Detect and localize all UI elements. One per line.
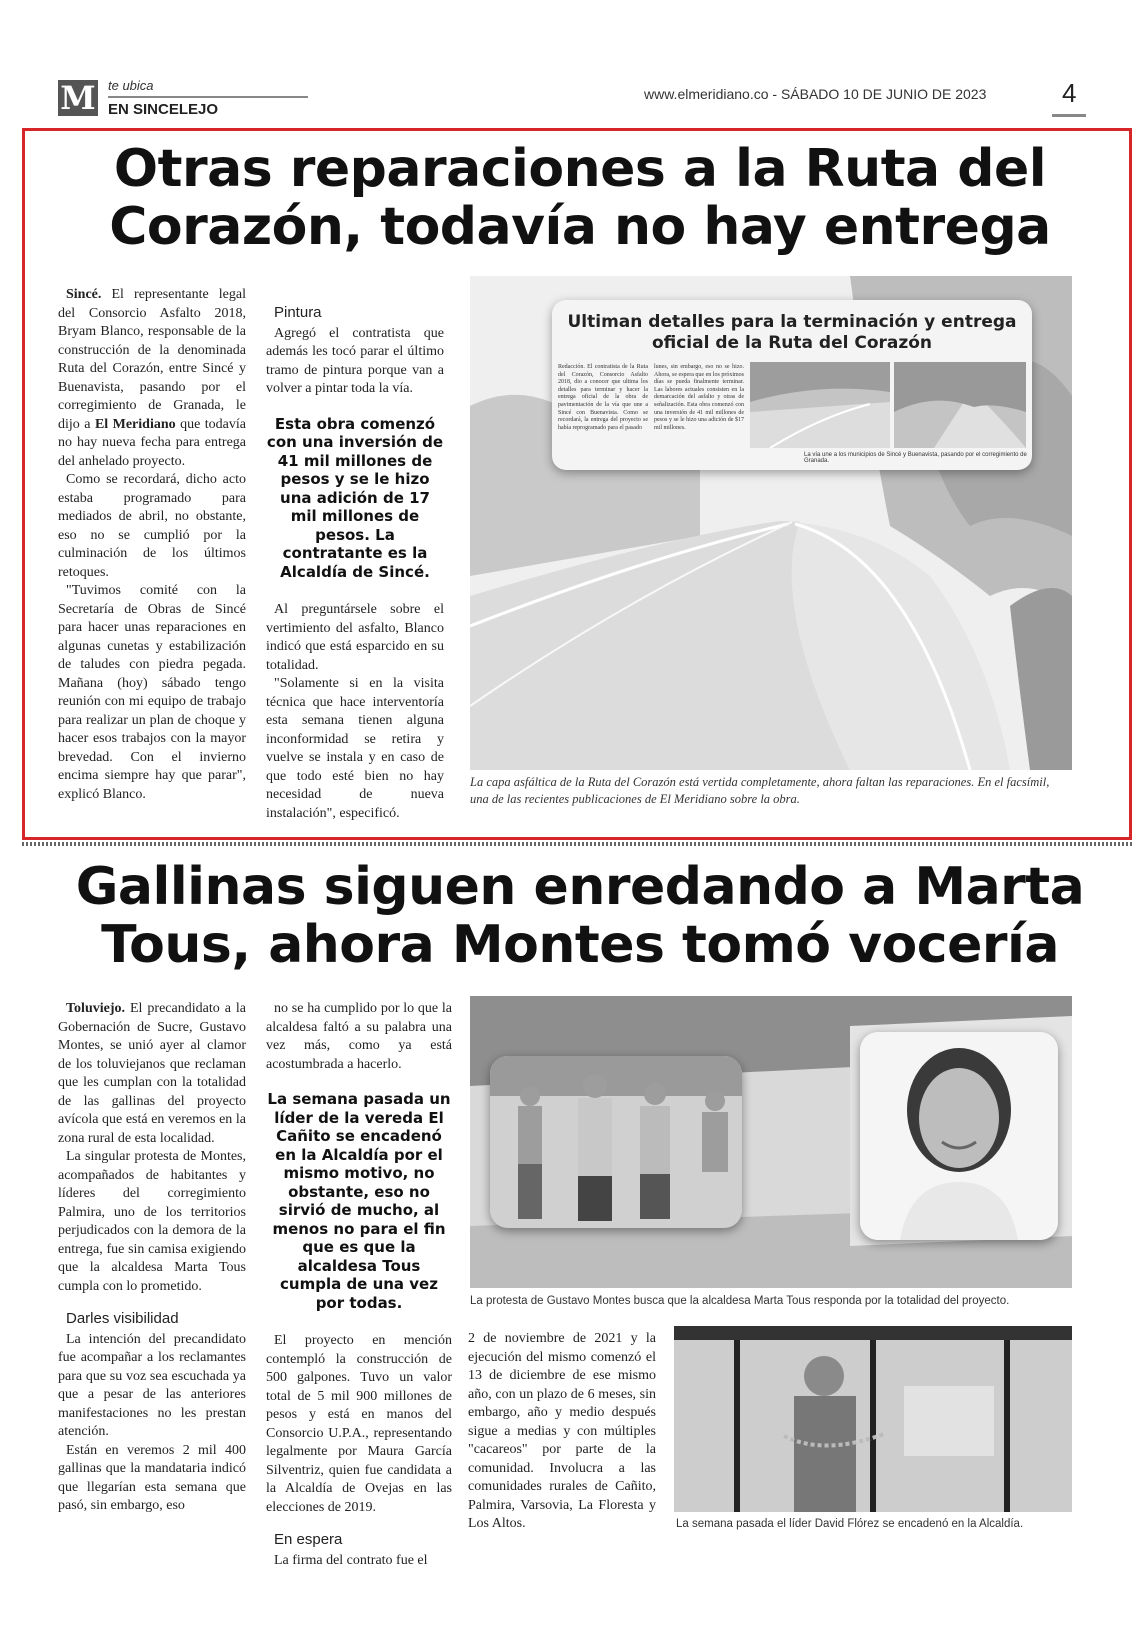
dateline: www.elmeridiano.co - SÁBADO 10 DE JUNIO DE 2023 — [644, 86, 987, 102]
chained-leader-illustration — [674, 1326, 1072, 1512]
facsimile-column: Redacción. El contratista de la Ruta del Corazón, Consorcio Asfalto 2018, dio a conocer que ultima los detalles para terminar y hacer la entrega oficial de la obra de pavimentación de la vía que une a Sincé con Buenavista. Como se recordará, la entrega del proyecto se había reprogramado para el pasado — [558, 364, 648, 431]
facsimile-photo — [894, 362, 1026, 448]
article2-paragraph: Están en veremos 2 mil 400 gallinas que la mandataria indicó que llegarían esta semana que pasó, sin embargo, eso — [58, 1442, 246, 1513]
chained-leader-photo — [674, 1326, 1072, 1512]
article1-headline: Otras reparaciones a la Ruta del Corazón, todavía no hay entrega — [109, 139, 1051, 258]
article1-subhead: Pintura — [274, 304, 322, 321]
facsimile-caption: La vía une a los municipios de Sincé y Buenavista, pasando por el corregimiento de Granada. — [804, 452, 1027, 464]
chained-leader-caption: La semana pasada el líder David Flórez se encadenó en la Alcaldía. — [676, 1518, 1024, 1530]
article2-paragraph: no se ha cumplido por lo que la alcaldesa faltó a su palabra una vez más, como ya está acostumbrada a hacerlo. — [266, 1001, 452, 1072]
header-rule — [108, 96, 308, 98]
article-divider — [22, 842, 1132, 846]
protest-photo — [470, 996, 1072, 1288]
article2-pullquote: La semana pasada un líder de la vereda El Cañito se encadenó en la Alcaldía por el mismo motivo, no obstante, eso no sirvió de mucho, al menos no para el fin que es que la alcaldesa Tous cumpla de una vez por todas. — [267, 1090, 451, 1312]
protest-photo-caption: La protesta de Gustavo Montes busca que la alcaldesa Marta Tous responda por la totalidad del proyecto. — [470, 1295, 1010, 1307]
header-tagline: te ubica — [108, 78, 154, 93]
protesters-illustration — [490, 1056, 742, 1228]
article1-column-2 — [266, 304, 444, 823]
portrait-illustration — [860, 1032, 1058, 1240]
facsimile-photo-illustration — [750, 362, 890, 448]
article1-pullquote: Esta obra comenzó con una inversión de 41 mil millones de pesos y se le hizo una adición de 17 mil millones de pesos. La contratante es la Alcaldía de Sincé. — [266, 414, 444, 581]
article2-column-2 — [266, 1000, 452, 1570]
facsimile-title: Ultiman detalles para la terminación y entrega oficial de la Ruta del Corazón — [567, 312, 1017, 353]
protest-inset-photo — [490, 1056, 742, 1228]
article2-paragraph: La firma del contrato fue el — [274, 1552, 428, 1568]
facsimile-column: lunes, sin embargo, eso no se hizo. Ahora, se espera que en los próximos días se pueda finalmente terminar. Las labores actuales consisten en la demarcación del asfalto y otras de señalización. Esta obra comenzó con una inversión de 41 mil millones de pesos y se le hizo una adición de $17 mil millones. — [654, 364, 744, 431]
facsimile-photo — [750, 362, 890, 448]
article1-paragraph: "Tuvimos comité con la Secretaría de Obras de Sincé para hacer unas reparaciones en algunas cunetas y estabilización de taludes con piedra pegada. Mañana (hoy) sábado tengo reunión con mi equipo de trabajo para realizar un plan de choque y hacer esos trabajos con la mayor brevedad. Con el invierno encima siempre hay que parar", explicó Blanco. — [58, 583, 246, 802]
article1-paragraph: "Solamente si en la visita técnica que hace interventoría esta semana tienen alguna inconformidad se retira y vuelve se instala y en caso de que todo esté bien no hay necesidad de nueva instalación", especificó. — [266, 676, 444, 821]
facsimile-photo-illustration — [894, 362, 1026, 448]
marta-tous-portrait — [860, 1032, 1058, 1240]
page-number: 4 — [1062, 78, 1077, 108]
article2-dateline-place: Toluviejo. — [66, 1001, 125, 1016]
section-name: EN SINCELEJO — [108, 101, 219, 118]
newspaper-logo: M — [58, 80, 98, 116]
facsimile-clipping — [552, 300, 1032, 470]
article1-column-1: Sincé. El representante legal del Consorcio Asfalto 2018, Bryam Blanco, responsable de la construcción de la denominada Ruta del Corazón, entre Sincé y Buenavista, pasando por el corregimiento de Granada, le dijo a El Meridiano que todavía no hay nueva fecha para entrega del anhelado proyecto. Como se recordará, dicho acto estaba programado para mediados de abril, no obstante, eso no se cumplió por la culminación de los últimos retoques. "Tuvimos comité con la Secretaría de Obras de Sincé para hacer unas reparaciones en algunas cunetas y estabilización de taludes con piedra pegada. Mañana (hoy) sábado tengo reunión con mi equipo de trabajo para realizar un plan de choque y hacer esos trabajos con la mayor brevedad. Con el invierno encima siempre hay que parar", explicó Blanco. — [58, 286, 246, 804]
page-number-rule — [1052, 114, 1086, 117]
article2-paragraph: 2 de noviembre de 2021 y la ejecución del mismo comenzó el 13 de diciembre de ese mismo año, con un plazo de 6 meses, sin embargo, año y medio después sigue a medias y con múltiples "cacareos" por parte de la comunidad. Involucra a las comunidades rurales de Cañito, Palmira, Varsovia, La Floresta y Los Altos. — [468, 1331, 656, 1531]
article2-column-3 — [468, 1330, 656, 1534]
article1-paragraph: Al preguntársele sobre el vertimiento del asfalto, Blanco indicó que está esparcido en su totalidad. — [266, 602, 444, 673]
article2-paragraph: El proyecto en mención contempló la construcción de 500 galpones. Tuvo un valor total de 5 mil 900 millones de pesos y está en manos del Consorcio U.P.A., representando legalmente por Maura García Silventriz, quien fue candidata a la Alcaldía de Ovejas en las elecciones de 2019. — [266, 1333, 452, 1515]
article2-column-1: Toluviejo. El precandidato a la Gobernación de Sucre, Gustavo Montes, se unió ayer al clamor de los toluviejanos que reclaman que les cumplan con la totalidad de las gallinas del proyecto avícola que está en veremos en la zona rural de esta localidad. La singular protesta de Montes, acompañados de habitantes y líderes del corregimiento Palmira, uno de los territorios perjudicados con la demora de la entrega, fue sin camisa exigiendo que la alcaldesa Marta Tous cumpla con lo prometido. Darles visibilidad La intención del precandidato fue acompañar a los reclamantes para que su voz sea escuchada ya que a pesar de las anteriores manifestaciones no les prestan atención. Están en veremos 2 mil 400 gallinas que la mandataria indicó que llegarían esta semana que pasó, sin embargo, eso — [58, 1000, 246, 1516]
article2-subhead: Darles visibilidad — [66, 1310, 179, 1327]
article1-photo-caption: La capa asfáltica de la Ruta del Corazón está vertida completamente, ahora faltan las reparaciones. En el facsímil, una de las recientes publicaciones de El Meridiano sobre la obra. — [470, 775, 1050, 806]
article2-paragraph: La singular protesta de Montes, acompañados de habitantes y líderes del corregimiento Palmira, uno de los territorios perjudicados con la demora de la entrega, fue sin camisa exigiendo que la alcaldesa Marta Tous cumpla con lo prometido. — [58, 1149, 246, 1294]
article1-paragraph: Agregó el contratista que además les tocó parar el último tramo de pintura porque van a volver a pintar toda la vía. — [266, 325, 444, 396]
article1-paragraph: Como se recordará, dicho acto estaba programado para mediados de abril, no obstante, eso no se cumplió por la culminación de los últimos retoques. — [58, 472, 246, 580]
article2-subhead: En espera — [274, 1531, 343, 1548]
article2-headline: Gallinas siguen enredando a Marta Tous, ahora Montes tomó vocería — [75, 857, 1085, 976]
article2-paragraph: La intención del precandidato fue acompañar a los reclamantes para que su voz sea escuchada ya que a pesar de las anteriores manifestaciones no les prestan atención. — [58, 1331, 246, 1439]
article1-dateline-place: Sincé. — [66, 287, 102, 302]
